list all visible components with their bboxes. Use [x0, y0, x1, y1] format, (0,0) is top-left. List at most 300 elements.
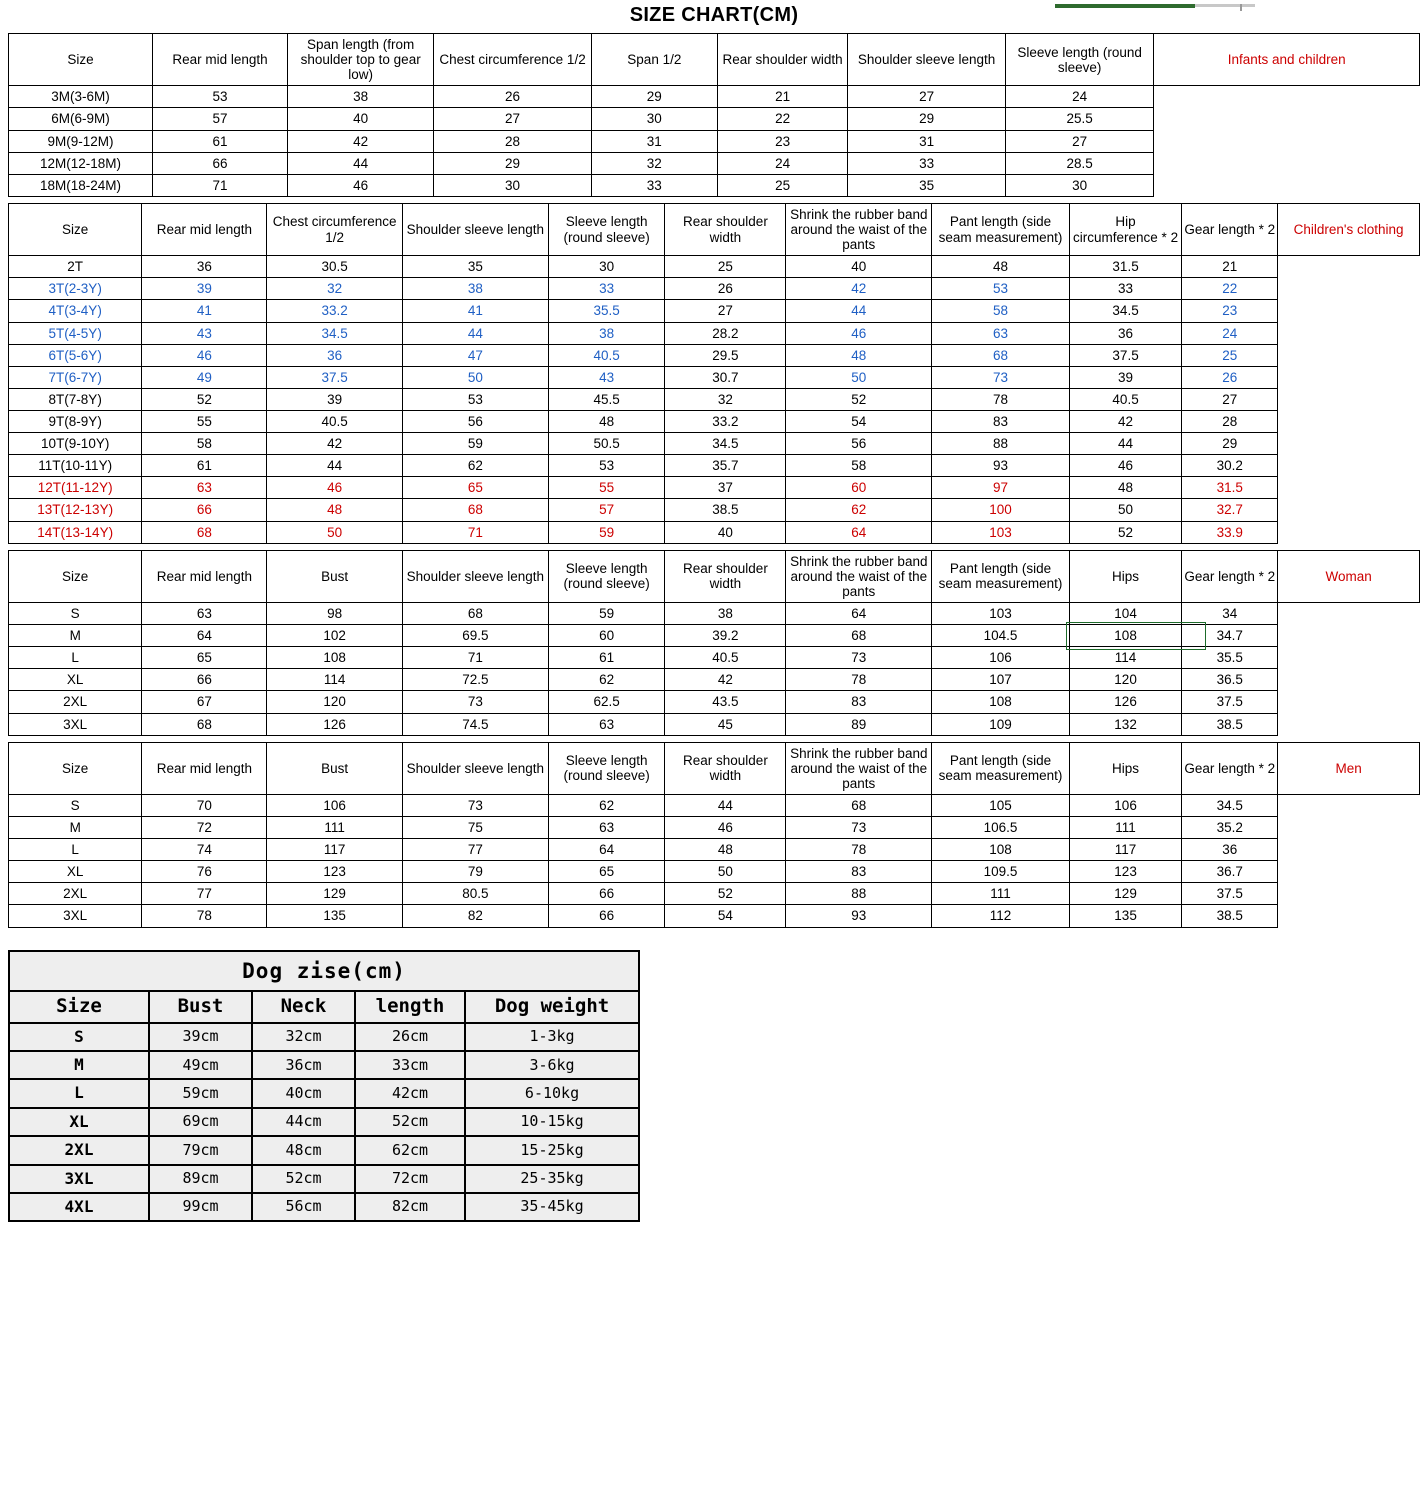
cell-value: 100: [932, 499, 1070, 521]
th-shoulder-sleeve-length: Shoulder sleeve length: [402, 550, 548, 602]
category-woman: Woman: [1278, 550, 1420, 602]
cell-value: 62: [402, 455, 548, 477]
infants-table-wrap: [8, 33, 1420, 197]
table-row: [9, 86, 1420, 108]
cell-value: 44: [1069, 433, 1182, 455]
cell-value: 29.5: [665, 344, 786, 366]
cell-value: 106: [267, 794, 402, 816]
th-size: Size: [9, 34, 153, 86]
cell-value: 64: [786, 602, 932, 624]
cell-value: 35-45kg: [465, 1193, 639, 1221]
cell-value: 80.5: [402, 883, 548, 905]
th-dog-bust: Bust: [149, 991, 252, 1023]
cell-value: 71: [402, 521, 548, 543]
cell-value: 48cm: [252, 1136, 355, 1164]
cell-value: 38.5: [665, 499, 786, 521]
cell-value: 39: [142, 278, 267, 300]
th-pant-length: Pant length (side seam measurement): [932, 203, 1070, 255]
cell-size: S: [9, 602, 142, 624]
cell-value: 30.2: [1182, 455, 1278, 477]
cell-value: 27: [434, 108, 592, 130]
cell-value: 46: [288, 174, 434, 196]
table-header-row: [9, 34, 1420, 86]
cell-value: 106: [932, 647, 1070, 669]
cell-value: 21: [1182, 256, 1278, 278]
cell-value: 64: [142, 625, 267, 647]
cell-value: 63: [548, 713, 665, 735]
cell-size: XL: [9, 1108, 149, 1136]
cell-value: 40: [786, 256, 932, 278]
cell-value: 34.7: [1182, 625, 1278, 647]
cell-value: 27: [1182, 388, 1278, 410]
cell-value: 29: [848, 108, 1006, 130]
cell-value: 108: [267, 647, 402, 669]
cell-value: 32: [591, 152, 717, 174]
cell-value: 37.5: [267, 366, 402, 388]
cell-value: 27: [1005, 130, 1154, 152]
th-dog-neck: Neck: [252, 991, 355, 1023]
cell-value: 66: [142, 669, 267, 691]
cell-value: 64: [786, 521, 932, 543]
th-rear-shoulder-width: Rear shoulder width: [665, 550, 786, 602]
cell-size: L: [9, 839, 142, 861]
th-gear-length: Gear length * 2: [1182, 742, 1278, 794]
table-row: [9, 1108, 639, 1136]
cell-value: 15-25kg: [465, 1136, 639, 1164]
cell-value: 40.5: [548, 344, 665, 366]
cell-value: 73: [932, 366, 1070, 388]
page-title: SIZE CHART(CM): [629, 4, 799, 26]
cell-value: 40: [288, 108, 434, 130]
cell-value: 112: [932, 905, 1070, 927]
cell-value: 34.5: [665, 433, 786, 455]
table-row: [9, 344, 1420, 366]
th-shoulder-sleeve-length: Shoulder sleeve length: [402, 742, 548, 794]
table-row: [9, 455, 1420, 477]
cell-value: 68: [786, 625, 932, 647]
cell-value: 63: [932, 322, 1070, 344]
cell-value: 52cm: [355, 1108, 465, 1136]
table-row: [9, 433, 1420, 455]
cell-value: 53: [153, 86, 288, 108]
table-row: [9, 1193, 639, 1221]
cell-value: 35.2: [1182, 817, 1278, 839]
cell-value: 48: [665, 839, 786, 861]
cell-value: 40.5: [665, 647, 786, 669]
cell-value: 59cm: [149, 1079, 252, 1107]
cell-value: 76: [142, 861, 267, 883]
cell-value: 60: [786, 477, 932, 499]
cell-value: 52: [665, 883, 786, 905]
cell-value: 62: [548, 669, 665, 691]
cell-value: 28: [1182, 410, 1278, 432]
cell-value: 71: [402, 647, 548, 669]
cell-value: 37: [665, 477, 786, 499]
cell-value: 68: [142, 521, 267, 543]
cell-value: 37.5: [1182, 691, 1278, 713]
men-size-table: [8, 742, 1420, 928]
cell-value: 39: [267, 388, 402, 410]
cell-value: 42: [665, 669, 786, 691]
cell-value: 79cm: [149, 1136, 252, 1164]
cell-value: 23: [1182, 300, 1278, 322]
cell-value: 28: [434, 130, 592, 152]
cell-value: 34.5: [267, 322, 402, 344]
men-table-wrap: [8, 742, 1420, 928]
cell-value: 132: [1069, 713, 1182, 735]
cell-value: 120: [267, 691, 402, 713]
table-row: [9, 152, 1420, 174]
cell-value: 29: [1182, 433, 1278, 455]
cell-value: 72cm: [355, 1165, 465, 1193]
table-row: [9, 861, 1420, 883]
th-rear-shoulder-width: Rear shoulder width: [665, 742, 786, 794]
size-chart-page: [0, 4, 1428, 1504]
cell-value: 44: [267, 455, 402, 477]
cell-value: 109.5: [932, 861, 1070, 883]
cell-size: 8T(7-8Y): [9, 388, 142, 410]
cell-hips-selected[interactable]: 108: [1069, 625, 1182, 647]
cell-value: 31.5: [1069, 256, 1182, 278]
cell-value: 33: [591, 174, 717, 196]
cell-value: 27: [665, 300, 786, 322]
cell-value: 6-10kg: [465, 1079, 639, 1107]
table-row: [9, 1136, 639, 1164]
cell-value: 29: [434, 152, 592, 174]
cell-value: 62.5: [548, 691, 665, 713]
cell-value: 61: [153, 130, 288, 152]
cell-size: 6M(6-9M): [9, 108, 153, 130]
table-row: [9, 366, 1420, 388]
cell-value: 83: [786, 691, 932, 713]
cell-size: 5T(4-5Y): [9, 322, 142, 344]
cell-value: 62: [786, 499, 932, 521]
cell-value: 72.5: [402, 669, 548, 691]
th-shoulder-sleeve-length: Shoulder sleeve length: [848, 34, 1006, 86]
cell-value: 55: [142, 410, 267, 432]
cell-value: 21: [717, 86, 848, 108]
table-row: [9, 647, 1420, 669]
cell-value: 111: [1069, 817, 1182, 839]
cell-value: 36: [1069, 322, 1182, 344]
th-pant-length: Pant length (side seam measurement): [932, 742, 1070, 794]
cell-value: 24: [1182, 322, 1278, 344]
table-row: [9, 130, 1420, 152]
cell-value: 88: [932, 433, 1070, 455]
cell-value: 33.2: [267, 300, 402, 322]
cell-value: 50.5: [548, 433, 665, 455]
cell-value: 65: [402, 477, 548, 499]
cell-value: 55: [548, 477, 665, 499]
cell-value: 108: [932, 839, 1070, 861]
table-row: [9, 499, 1420, 521]
cell-value: 93: [932, 455, 1070, 477]
cell-value: 123: [1069, 861, 1182, 883]
cell-value: 48: [932, 256, 1070, 278]
table-row: [9, 691, 1420, 713]
cell-value: 35.5: [1182, 647, 1278, 669]
infants-size-table: [8, 33, 1420, 197]
cell-value: 93: [786, 905, 932, 927]
cell-value: 33cm: [355, 1051, 465, 1079]
table-row: [9, 300, 1420, 322]
cell-value: 25: [665, 256, 786, 278]
cell-size: 3M(3-6M): [9, 86, 153, 108]
th-dog-weight: Dog weight: [465, 991, 639, 1023]
category-men: Men: [1278, 742, 1420, 794]
th-span-length: Span length (from shoulder top to gear low): [288, 34, 434, 86]
cell-value: 48: [786, 344, 932, 366]
cell-value: 37.5: [1182, 883, 1278, 905]
cell-value: 82: [402, 905, 548, 927]
th-waist-rubber-band: Shrink the rubber band around the waist of the pants: [786, 550, 932, 602]
table-row: [9, 905, 1420, 927]
cell-value: 31: [591, 130, 717, 152]
cell-value: 114: [267, 669, 402, 691]
table-row: [9, 256, 1420, 278]
cell-value: 31.5: [1182, 477, 1278, 499]
cell-value: 73: [402, 794, 548, 816]
th-sleeve-length: Sleeve length (round sleeve): [548, 550, 665, 602]
cell-value: 1-3kg: [465, 1023, 639, 1051]
cell-value: 70: [142, 794, 267, 816]
cell-value: 57: [548, 499, 665, 521]
cell-value: 126: [1069, 691, 1182, 713]
cell-value: 41: [142, 300, 267, 322]
cell-value: 3-6kg: [465, 1051, 639, 1079]
th-hip-circumference: Hip circumference * 2: [1069, 203, 1182, 255]
cell-value: 45: [665, 713, 786, 735]
table-row: [9, 1165, 639, 1193]
cell-value: 43: [548, 366, 665, 388]
table-row: [9, 278, 1420, 300]
th-sleeve-length: Sleeve length (round sleeve): [548, 742, 665, 794]
cell-value: 52: [786, 388, 932, 410]
cell-value: 69cm: [149, 1108, 252, 1136]
cell-size: 4T(3-4Y): [9, 300, 142, 322]
cell-value: 32.7: [1182, 499, 1278, 521]
cell-value: 47: [402, 344, 548, 366]
cell-size: XL: [9, 669, 142, 691]
table-header-row: [9, 203, 1420, 255]
cell-value: 25-35kg: [465, 1165, 639, 1193]
cell-value: 73: [786, 817, 932, 839]
th-pant-length: Pant length (side seam measurement): [932, 550, 1070, 602]
cell-value: 34.5: [1182, 794, 1278, 816]
cell-value: 38: [548, 322, 665, 344]
cell-size: 18M(18-24M): [9, 174, 153, 196]
cell-value: 39: [1069, 366, 1182, 388]
cell-value: 48: [267, 499, 402, 521]
cell-value: 63: [142, 477, 267, 499]
cell-value: 40: [665, 521, 786, 543]
cell-value: 48: [1069, 477, 1182, 499]
cell-value: 42: [288, 130, 434, 152]
cell-value: 22: [717, 108, 848, 130]
cell-value: 42cm: [355, 1079, 465, 1107]
cell-value: 50: [267, 521, 402, 543]
children-table-wrap: [8, 203, 1420, 544]
cell-value: 98: [267, 602, 402, 624]
cell-value: 64: [548, 839, 665, 861]
cell-value: 42: [786, 278, 932, 300]
cell-value: 82cm: [355, 1193, 465, 1221]
cell-value: 35.5: [548, 300, 665, 322]
table-row: [9, 108, 1420, 130]
cell-value: 24: [1005, 86, 1154, 108]
cell-value: 53: [548, 455, 665, 477]
cell-value: 25: [1182, 344, 1278, 366]
cell-value: 46: [142, 344, 267, 366]
cell-value: 40.5: [1069, 388, 1182, 410]
cell-value: 50: [665, 861, 786, 883]
cell-value: 29: [591, 86, 717, 108]
th-gear-length: Gear length * 2: [1182, 203, 1278, 255]
dog-title-row: [9, 951, 639, 991]
table-row: [9, 817, 1420, 839]
th-size: Size: [9, 550, 142, 602]
table-row: [9, 477, 1420, 499]
dog-size-table: [8, 950, 640, 1223]
cell-value: 26cm: [355, 1023, 465, 1051]
cell-value: 39.2: [665, 625, 786, 647]
cell-value: 58: [786, 455, 932, 477]
cell-value: 46: [665, 817, 786, 839]
th-size: Size: [9, 742, 142, 794]
cell-value: 25.5: [1005, 108, 1154, 130]
cell-value: 102: [267, 625, 402, 647]
th-dog-length: length: [355, 991, 465, 1023]
top-grey-bar: [1195, 4, 1255, 7]
cell-value: 27: [848, 86, 1006, 108]
th-sleeve-length: Sleeve length (round sleeve): [1005, 34, 1154, 86]
th-span-half: Span 1/2: [591, 34, 717, 86]
cell-value: 129: [1069, 883, 1182, 905]
cell-value: 46: [786, 322, 932, 344]
cell-value: 40cm: [252, 1079, 355, 1107]
th-dog-size: Size: [9, 991, 149, 1023]
cell-size: 14T(13-14Y): [9, 521, 142, 543]
cell-value: 44: [786, 300, 932, 322]
category-infants: Infants and children: [1154, 34, 1420, 86]
cell-size: XL: [9, 861, 142, 883]
cell-value: 66: [142, 499, 267, 521]
cell-value: 77: [402, 839, 548, 861]
cell-value: 30: [548, 256, 665, 278]
cell-size: S: [9, 794, 142, 816]
cell-value: 60: [548, 625, 665, 647]
th-bust: Bust: [267, 550, 402, 602]
th-rear-mid-length: Rear mid length: [153, 34, 288, 86]
cell-value: 38: [402, 278, 548, 300]
th-rear-shoulder-width: Rear shoulder width: [665, 203, 786, 255]
cell-value: 62cm: [355, 1136, 465, 1164]
cell-value: 114: [1069, 647, 1182, 669]
cell-value: 45.5: [548, 388, 665, 410]
cell-value: 31: [848, 130, 1006, 152]
cell-value: 126: [267, 713, 402, 735]
cell-value: 44: [402, 322, 548, 344]
cell-value: 123: [267, 861, 402, 883]
cell-size: 9M(9-12M): [9, 130, 153, 152]
cell-value: 26: [1182, 366, 1278, 388]
th-waist-rubber-band: Shrink the rubber band around the waist of the pants: [786, 742, 932, 794]
cell-value: 46: [267, 477, 402, 499]
top-tick-mark: [1240, 4, 1242, 11]
cell-value: 26: [665, 278, 786, 300]
cell-value: 68: [932, 344, 1070, 366]
cell-value: 30: [591, 108, 717, 130]
cell-value: 26: [434, 86, 592, 108]
cell-value: 97: [932, 477, 1070, 499]
cell-value: 44cm: [252, 1108, 355, 1136]
dog-table-wrap: [8, 950, 638, 1223]
cell-value: 56: [786, 433, 932, 455]
cell-value: 46: [1069, 455, 1182, 477]
table-row: [9, 625, 1420, 647]
cell-size: 13T(12-13Y): [9, 499, 142, 521]
cell-size: 2T: [9, 256, 142, 278]
cell-value: 54: [786, 410, 932, 432]
cell-value: 33: [548, 278, 665, 300]
cell-size: M: [9, 1051, 149, 1079]
cell-value: 129: [267, 883, 402, 905]
cell-value: 111: [932, 883, 1070, 905]
cell-value: 32: [665, 388, 786, 410]
cell-value: 65: [142, 647, 267, 669]
cell-value: 44: [288, 152, 434, 174]
cell-value: 104.5: [932, 625, 1070, 647]
cell-size: 7T(6-7Y): [9, 366, 142, 388]
cell-size: 6T(5-6Y): [9, 344, 142, 366]
cell-value: 89cm: [149, 1165, 252, 1193]
th-gear-length: Gear length * 2: [1182, 550, 1278, 602]
cell-value: 32: [267, 278, 402, 300]
cell-value: 38: [288, 86, 434, 108]
cell-size: 2XL: [9, 883, 142, 905]
cell-value: 108: [932, 691, 1070, 713]
table-row: [9, 521, 1420, 543]
dog-header-row: [9, 991, 639, 1023]
cell-value: 74: [142, 839, 267, 861]
cell-value: 22: [1182, 278, 1278, 300]
cell-value: 111: [267, 817, 402, 839]
cell-value: 77: [142, 883, 267, 905]
cell-value: 106.5: [932, 817, 1070, 839]
cell-value: 117: [1069, 839, 1182, 861]
cell-value: 38: [665, 602, 786, 624]
cell-value: 50: [1069, 499, 1182, 521]
cell-value: 78: [932, 388, 1070, 410]
top-decoration-bars: [0, 4, 1428, 9]
cell-value: 33.2: [665, 410, 786, 432]
cell-value: 30.5: [267, 256, 402, 278]
cell-value: 36.7: [1182, 861, 1278, 883]
cell-value: 56cm: [252, 1193, 355, 1221]
cell-value: 62: [548, 794, 665, 816]
cell-value: 120: [1069, 669, 1182, 691]
cell-value: 75: [402, 817, 548, 839]
cell-value: 30: [1005, 174, 1154, 196]
cell-value: 23: [717, 130, 848, 152]
cell-size: 12M(12-18M): [9, 152, 153, 174]
cell-value: 107: [932, 669, 1070, 691]
th-waist-rubber-band: Shrink the rubber band around the waist of the pants: [786, 203, 932, 255]
th-hips: Hips: [1069, 550, 1182, 602]
th-bust: Bust: [267, 742, 402, 794]
table-row: [9, 174, 1420, 196]
table-row: [9, 1023, 639, 1051]
